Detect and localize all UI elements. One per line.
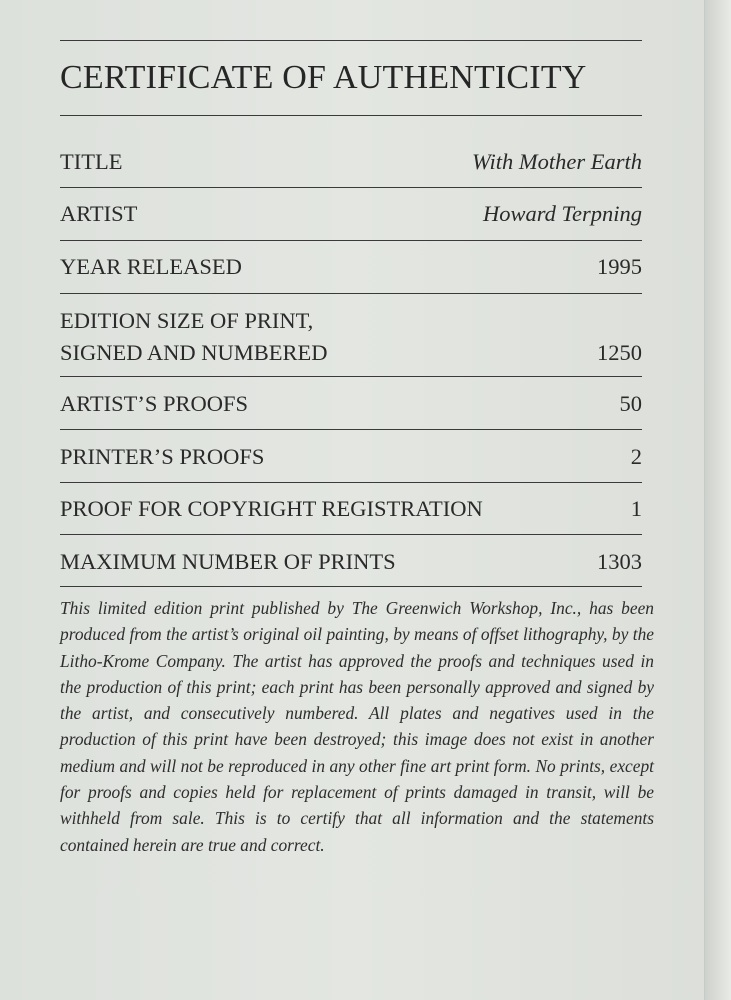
row-label: YEAR RELEASED — [60, 254, 242, 279]
row-value: With Mother Earth — [472, 149, 642, 174]
authenticity-statement: This limited edition print published by The Greenwich Workshop, Inc., has been produced from the artist’s original oil painting, by means of offset lithography, by the Litho-Krome Company. The artist has approved the proofs and techniques used in the production of this print; each print has been personally approved and signed by the artist, and consecutively numbered. All plates and negatives used in the production of this print have been destroyed; this image does not exist in another medium and will not be reproduced in any other fine art print form. No prints, except for proofs and copies held for replacement of prints damaged in transit, will be withheld from sale. This is to certify that all information and the statements contained herein are true and correct. — [60, 598, 654, 855]
row-label-line1: EDITION SIZE OF PRINT, — [60, 308, 314, 333]
row-value: 1303 — [597, 549, 642, 574]
row-edition-size — [60, 305, 642, 369]
heading-rule — [60, 115, 642, 116]
row-label: TITLE — [60, 149, 123, 174]
row-divider — [60, 586, 642, 587]
row-artists-proofs — [60, 388, 642, 420]
row-value: 1995 — [597, 254, 642, 279]
row-divider — [60, 293, 642, 294]
row-printers-proofs — [60, 441, 642, 473]
row-year-released — [60, 251, 642, 283]
row-value: 2 — [630, 444, 642, 469]
row-divider — [60, 187, 642, 188]
row-label: PROOF FOR COPYRIGHT REGISTRATION — [60, 496, 483, 521]
top-rule — [60, 40, 642, 41]
row-divider — [60, 482, 642, 483]
row-artist — [60, 198, 642, 230]
row-divider — [60, 429, 642, 430]
row-value: 1 — [630, 496, 642, 521]
row-value: 1250 — [597, 340, 642, 365]
row-label-line2: SIGNED AND NUMBERED — [60, 340, 328, 365]
row-divider — [60, 240, 642, 241]
row-divider — [60, 376, 642, 377]
row-value: 50 — [619, 391, 642, 416]
row-label: ARTIST’S PROOFS — [60, 391, 249, 416]
row-value: Howard Terpning — [483, 201, 642, 226]
row-title — [60, 146, 642, 178]
certificate-heading: CERTIFICATE OF AUTHENTICITY — [60, 59, 587, 96]
row-copyright-proof — [60, 493, 642, 525]
row-label: PRINTER’S PROOFS — [60, 444, 265, 469]
row-maximum-prints — [60, 546, 642, 578]
row-label: ARTIST — [60, 201, 138, 226]
paper-edge — [704, 0, 731, 1000]
row-divider — [60, 534, 642, 535]
row-label: MAXIMUM NUMBER OF PRINTS — [60, 549, 396, 574]
